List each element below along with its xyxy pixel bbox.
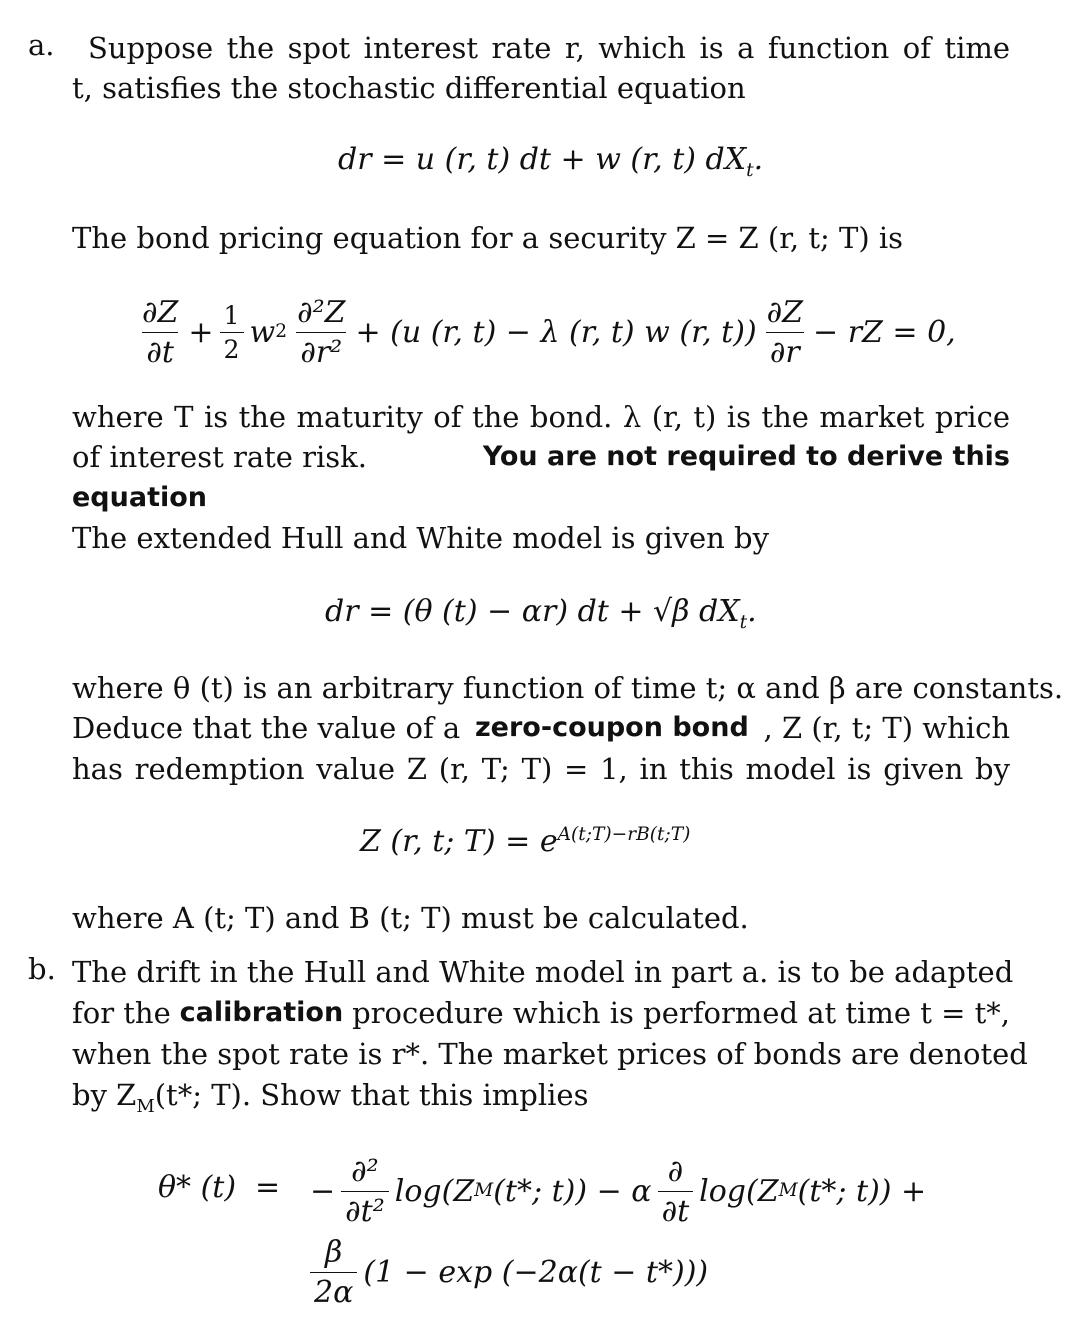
theta-star-lhs: θ* (t): [158, 1170, 237, 1205]
pde-t1-num: ∂Z: [142, 294, 179, 330]
pde-t2-num: ∂²Z: [297, 294, 346, 330]
part-a-label: a.: [28, 28, 55, 62]
bond-intro: The bond pricing equation for a security Z = Z (r, t; T) is: [72, 221, 904, 255]
pde-middle: + (u (r, t) − λ (r, t) w (r, t)): [355, 314, 757, 350]
part-b-line4: [72, 1075, 588, 1115]
theta-star-equals: =: [255, 1170, 281, 1205]
beta-num: β: [325, 1234, 343, 1270]
zero-coupon-equation: [360, 824, 690, 859]
d1-den: ∂t: [658, 1191, 694, 1229]
d2-num: ∂²: [351, 1153, 379, 1189]
pde-half: [220, 301, 244, 364]
redemption-line: has redemption value Z (r, T; T) = 1, in this model is given by: [72, 752, 1010, 786]
sde-end: .: [753, 142, 764, 177]
part-b-line1: The drift in the Hull and White model in part a. is to be adapted: [72, 955, 1014, 989]
hw-eq-end: .: [747, 594, 757, 629]
calibration-equation-line2: [304, 1230, 708, 1314]
hw-eq-subscript: t: [739, 612, 748, 633]
exp-term: (1 − exp (−2α(t − t*))): [363, 1254, 709, 1290]
pde-term2: [293, 295, 349, 370]
where-line2: [72, 437, 1010, 477]
pde-w: w: [249, 314, 276, 350]
hw-intro: The extended Hull and White model is given by: [72, 521, 769, 555]
bond-pricing-pde: $\frac{\partial Z}{\partial t}$ + $\frac{1}{2}$ w 2 $\frac{\text{∂²Z}}{\text{∂r²}}$ + (u (r, t) − λ (r, t) w (r, t)) $\frac{\partial Z}{\partial r}$ − rZ = 0,: [132, 292, 956, 372]
d1-num: ∂: [667, 1153, 684, 1189]
pde-term3: [763, 295, 807, 370]
sde-subscript: t: [746, 160, 754, 181]
calibration-equation-line1: − $\frac{\text{∂²}}{\text{∂t²}}$ log(Z M (t*; t)) − α $\frac{\partial}{\partial t}$ log(Z M (t*; t)) +: [310, 1153, 927, 1229]
part-b-line4-sub: M: [136, 1095, 155, 1117]
pde-plus: +: [188, 314, 214, 350]
pde-term1: [138, 295, 182, 370]
part-a-intro-line1: Suppose the spot interest rate r, which is a function of time: [88, 31, 1010, 65]
second-derivative: [341, 1154, 389, 1229]
z-eq-exponent: A(t;T)−rB(t;T): [557, 824, 691, 845]
z-eq-text: Z (r, t; T) = e: [360, 824, 558, 859]
where-line1: where T is the maturity of the bond. λ (r, t) is the market price: [72, 400, 1010, 434]
hw-eq-text: dr = (θ (t) − αr) dt + √β dX: [325, 594, 740, 629]
sde-text: dr = u (r, t) dt + w (r, t) dX: [338, 142, 747, 177]
where-line2-text: of interest rate risk.: [72, 440, 367, 474]
pde-half-num: 1: [223, 300, 240, 330]
deduce-text-end: , Z (r, t; T) which: [763, 711, 1010, 745]
first-derivative: [658, 1154, 694, 1229]
hull-white-equation: [325, 594, 757, 633]
log1-text: log(Z: [394, 1173, 475, 1209]
pde-tail: − rZ = 0,: [813, 314, 956, 350]
pde-t2-den: ∂r²: [296, 332, 346, 370]
theta-line: where θ (t) is an arbitrary function of time t; α and β are constants.: [72, 671, 1064, 705]
part-b-line4-text: by Z: [72, 1078, 137, 1112]
pde-t3-den: ∂r: [766, 332, 804, 370]
log2-end: (t*; t)) +: [797, 1173, 927, 1209]
log2-text: log(Z: [699, 1173, 779, 1209]
beta-den: 2α: [310, 1272, 357, 1310]
part-b-line3: when the spot rate is r*. The market prices of bonds are denoted: [72, 1037, 1028, 1071]
part-b-line2-text: for the: [72, 996, 171, 1030]
zero-coupon-bold: zero-coupon bond: [474, 712, 749, 743]
part-b-label: b.: [28, 952, 56, 986]
where-ab-line: where A (t; T) and B (t; T) must be calculated.: [72, 901, 749, 935]
sde-equation: [338, 142, 764, 181]
where-line3-bold: equation: [72, 482, 208, 513]
pde-t3-num: ∂Z: [766, 294, 804, 330]
pde-half-den: 2: [220, 332, 244, 364]
part-b-line2: [72, 993, 1010, 1033]
eq-minus: −: [310, 1173, 336, 1209]
part-b-line2-end: procedure which is performed at time t = t*,: [352, 996, 1010, 1030]
not-required-bold: You are not required to derive this: [482, 441, 1010, 472]
deduce-text: Deduce that the value of a: [72, 711, 461, 745]
pde-t1-den: ∂t: [142, 332, 178, 370]
calibration-bold: calibration: [179, 997, 344, 1028]
part-b-line4-end: (t*; T). Show that this implies: [154, 1078, 589, 1112]
d2-den: ∂t²: [341, 1191, 389, 1229]
beta-fraction: [310, 1235, 357, 1310]
log1-end: (t*; t)) − α: [493, 1173, 652, 1209]
deduce-line: [72, 708, 1010, 748]
part-a-intro-line2: t, satisfies the stochastic differential equation: [72, 71, 746, 105]
